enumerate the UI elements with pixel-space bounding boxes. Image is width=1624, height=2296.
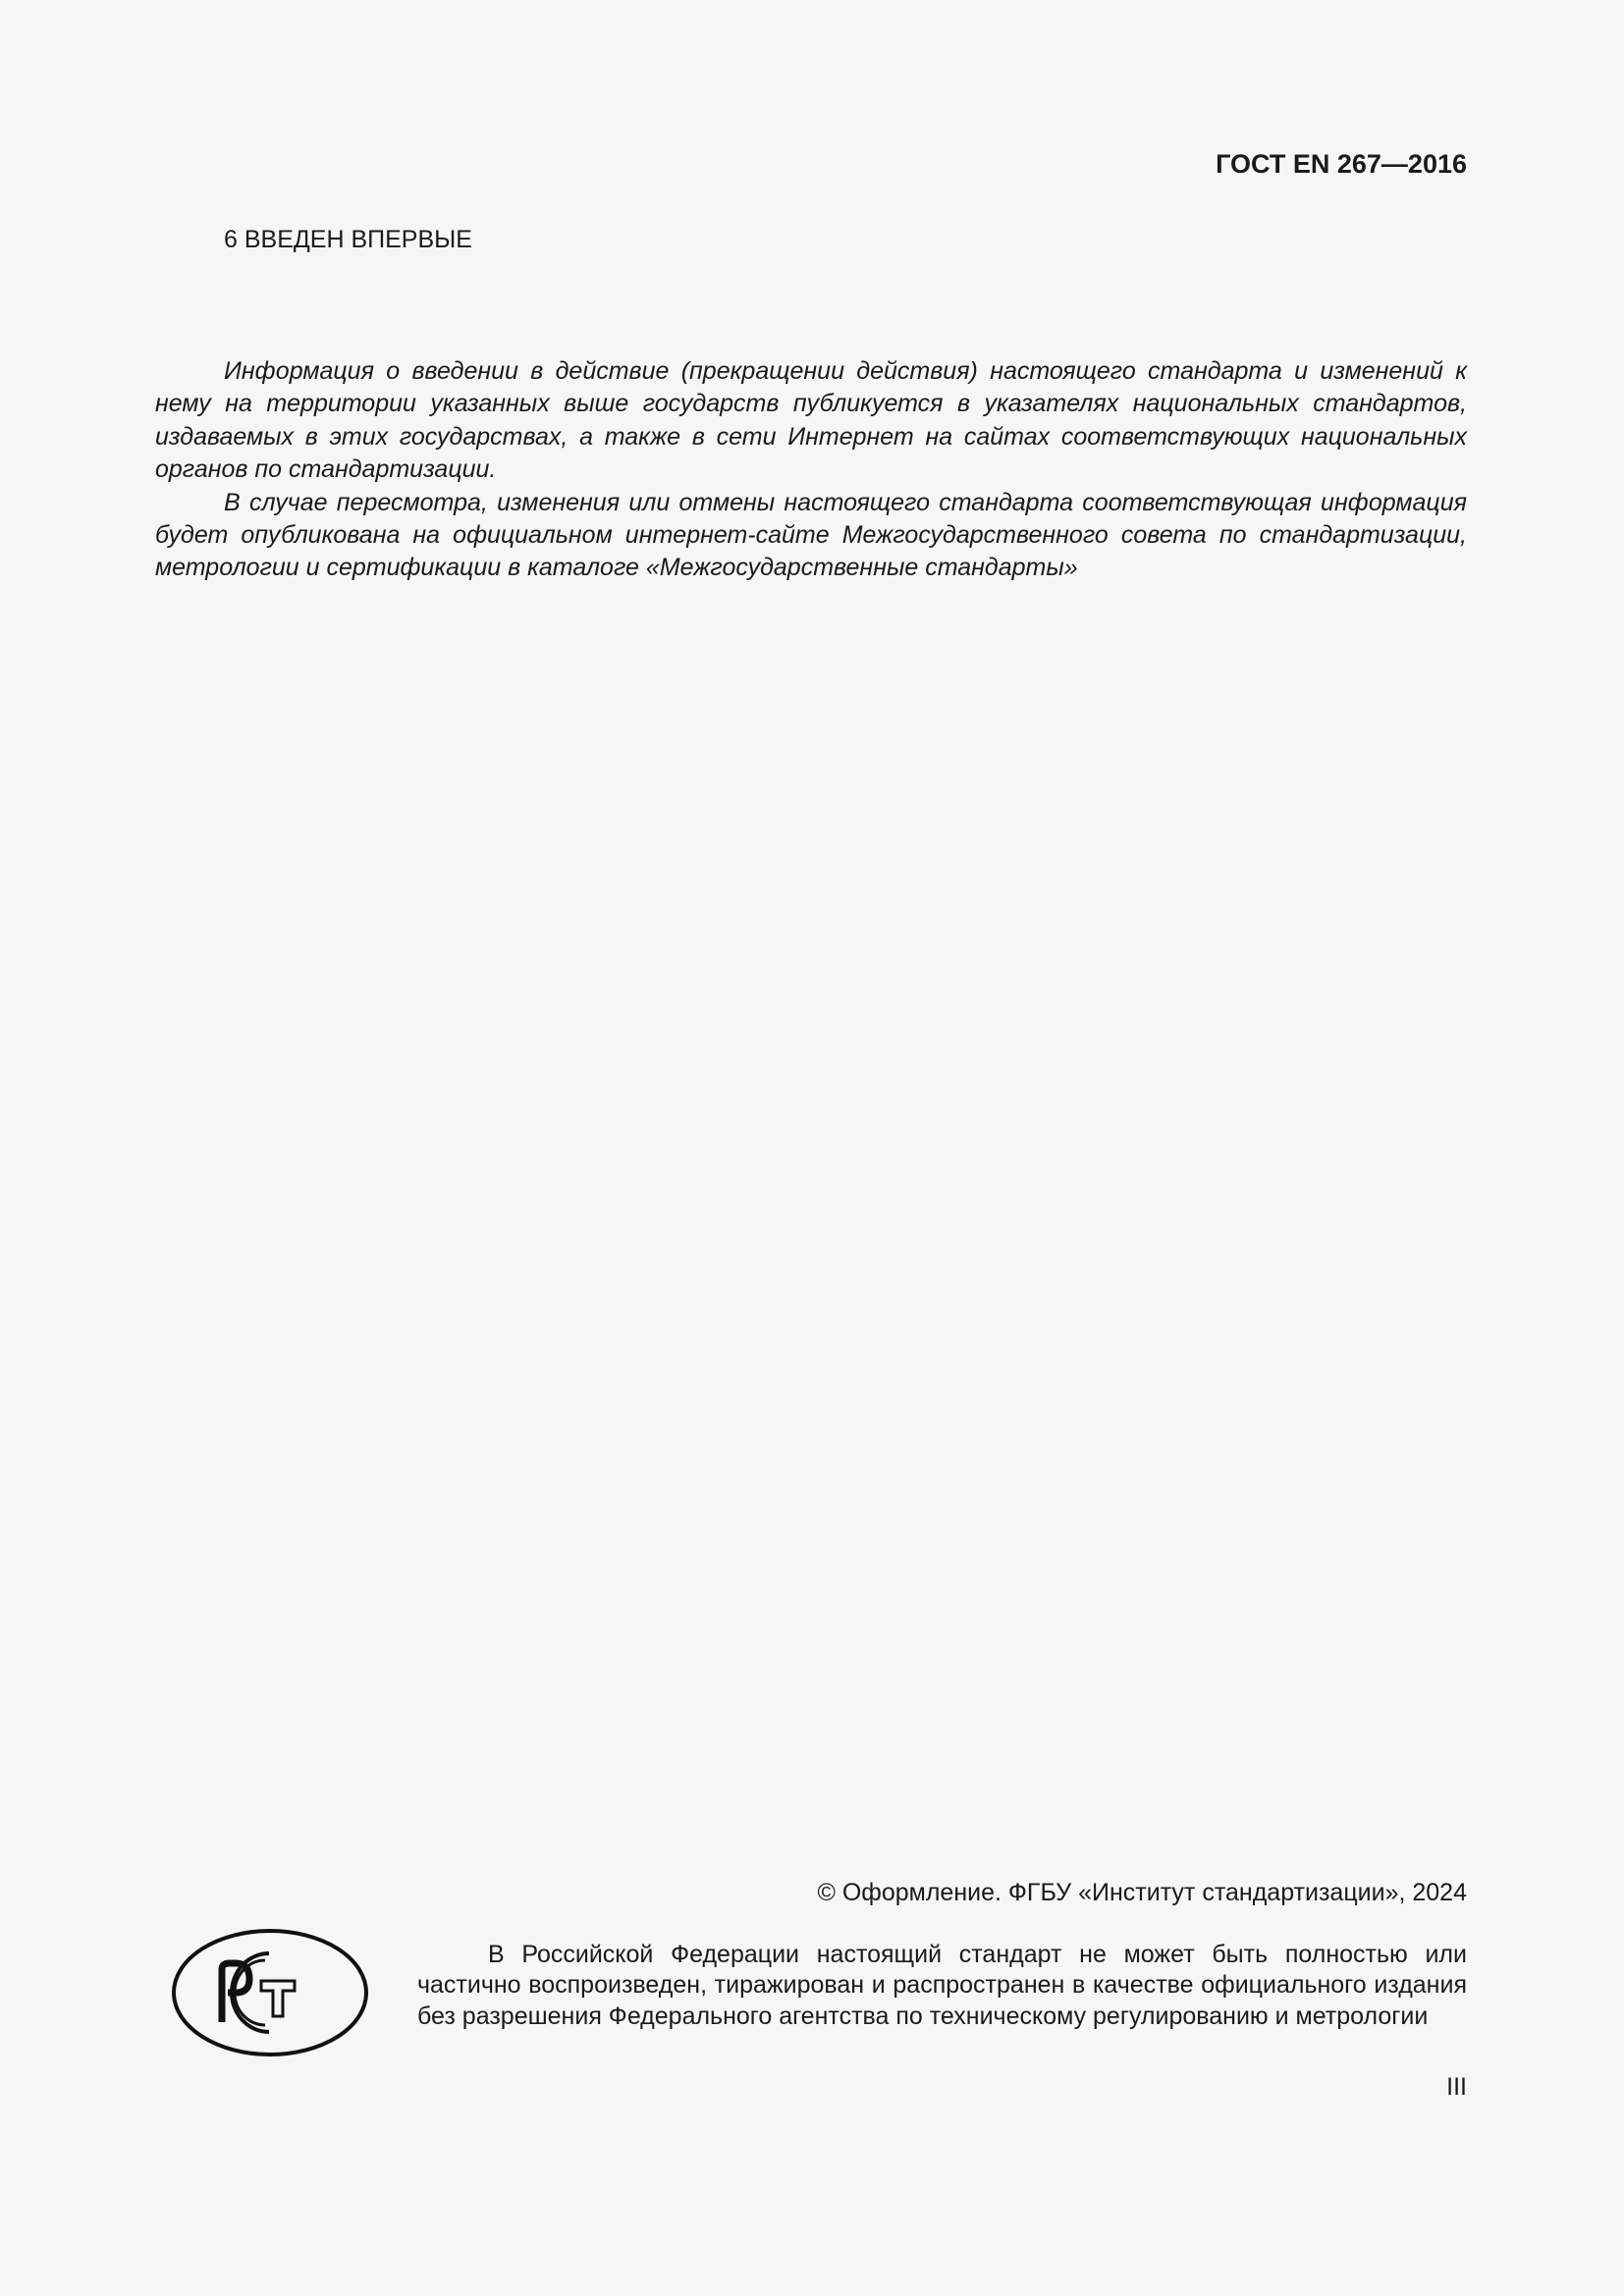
rst-logo-icon: [171, 1928, 369, 2057]
copyright: © Оформление. ФГБУ «Институт стандартизации», 2024: [817, 1879, 1467, 1906]
info-section: [155, 355, 1467, 585]
info-paragraph: В случае пересмотра, изменения или отмены настоящего стандарта соответствующая информация будет опубликована на официальном интернет-сайте Межгосударственного совета по стандартизации, метрологии и сертификации в каталоге «Межгосударственные стандарты»: [155, 488, 1467, 582]
intro-item: 6 ВВЕДЕН ВПЕРВЫЕ: [224, 226, 472, 253]
document-code: ГОСТ EN 267—2016: [1216, 149, 1467, 179]
copyright-notice: [417, 1940, 1467, 2032]
info-paragraph: Информация о введении в действие (прекращении действия) настоящего стандарта и изменений к нему на территории указанных выше государств публикуется в указателях национальных стандартов, издаваемых в этих государствах, а также в сети Интернет на сайтах соответствующих национальных органов по стандартизации.: [155, 357, 1467, 484]
notice-text: В Российской Федерации настоящий стандарт не может быть полностью или частично воспроизведен, тиражирован и распространен в качестве официального издания без разрешения Федерального агентства по техническому регулированию и метрологии: [417, 1941, 1467, 2030]
page-number: III: [1446, 2073, 1467, 2101]
